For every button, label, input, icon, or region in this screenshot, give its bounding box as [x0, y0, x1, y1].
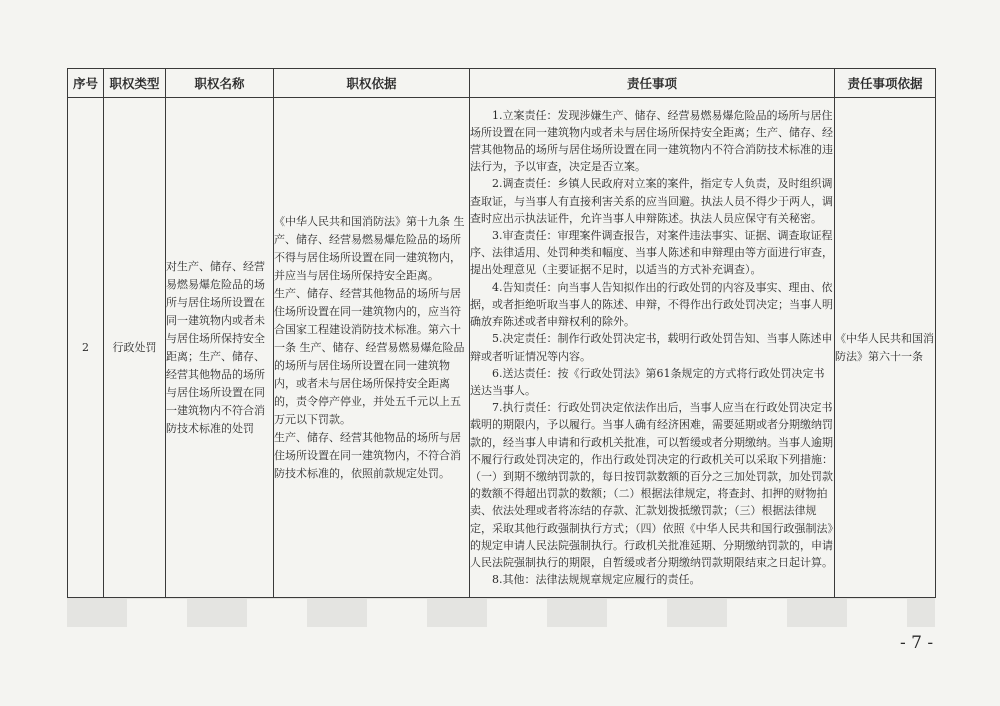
cell-type: 行政处罚 [104, 98, 166, 598]
page-number: - 7 - [900, 633, 934, 653]
responsibility-item: 2.调查责任：乡镇人民政府对立案的案件，指定专人负责，及时组织调查取证，与当事人有直接利害关系的应当回避。执法人员不得少于两人，调查时应出示执法证件，允许当事人申辩陈述。执法人员应保守有关秘密。 [470, 177, 833, 225]
power-list-table [67, 68, 936, 598]
basis-paragraph: 《中华人民共和国消防法》第十九条 生产、储存、经营易燃易爆危险品的场所不得与居住场所设置在同一建筑物内，并应当与居住场所保持安全距离。 [274, 214, 465, 282]
cell-responsibilities [470, 98, 835, 598]
responsibility-item: 5.决定责任：制作行政处罚决定书，载明行政处罚告知、当事人陈述申辩或者听证情况等内容。 [470, 332, 833, 363]
cell-name: 对生产、储存、经营易燃易爆危险品的场所与居住场所设置在同一建筑物内或者未与居住场所保持安全距离；生产、储存、经营其他物品的场所与居住场所设置在同一建筑物内不符合消防技术标准的处罚 [166, 98, 274, 598]
table-row [68, 98, 936, 598]
responsibility-item: 1.立案责任：发现涉嫌生产、储存、经营易燃易爆危险品的场所与居住场所设置在同一建筑物内或者未与居住场所保持安全距离；生产、储存、经营其他物品的场所与居住场所设置在同一建筑物内不符合消防技术标准的违法行为，予以审查，决定是否立案。 [470, 108, 833, 174]
responsibility-item: 4.告知责任：向当事人告知拟作出的行政处罚的内容及事实、理由、依据，或者拒绝听取当事人的陈述、申辩，不得作出行政处罚决定；当事人明确放弃陈述或者申辩权利的除外。 [470, 280, 833, 329]
responsibility-item: 3.审查责任：审理案件调查报告，对案件违法事实、证据、调查取证程序、法律适用、处罚种类和幅度、当事人陈述和申辩理由等方面进行审查，提出处理意见（主要证据不足时，以适当的方式补充调查）。 [470, 229, 833, 277]
header-responsibilities: 责任事项 [470, 69, 835, 98]
bleed-through-strip [67, 598, 935, 627]
cell-resp-basis: 《中华人民共和国消防法》第六十一条 [835, 98, 936, 598]
basis-paragraph: 生产、储存、经营其他物品的场所与居住场所设置在同一建筑物内的，应当符合国家工程建设消防技术标准。第六十一条 生产、储存、经营易燃易爆危险品的场所与居住场所设置在同一建筑物内，或者未与居住场所保持安全距离的，责令停产停业，并处五千元以上五万元以下罚款。 [274, 286, 465, 426]
header-basis: 职权依据 [274, 69, 470, 98]
responsibility-item: 6.送达责任：按《行政处罚法》第61条规定的方式将行政处罚决定书送达当事人。 [470, 366, 825, 397]
header-seq: 序号 [68, 69, 104, 98]
cell-basis [274, 98, 470, 598]
responsibility-item: 8.其他：法律法规规章规定应履行的责任。 [492, 573, 701, 587]
responsibility-item: 7.执行责任：行政处罚决定依法作出后，当事人应当在行政处罚决定书载明的期限内，予以履行。当事人确有经济困难，需要延期或者分期缴纳罚款的，经当事人申请和行政机关批准，可以暂缓或者分期缴纳。当事人逾期不履行行政处罚决定的，作出行政处罚决定的行政机关可以采取下列措施：（一）到期不缴纳罚款的，每日按罚款数额的百分之三加处罚款，加处罚款的数额不得超出罚款的数额；（二）根据法律规定，将查封、扣押的财物拍卖、依法处理或者将冻结的存款、汇款划拨抵缴罚款；（三）根据法律规定，采取其他行政强制执行方式；（四）依照《中华人民共和国行政强制法》的规定申请人民法院强制执行。行政机关批准延期、分期缴纳罚款的，申请人民法院强制执行的期限，自暂缓或者分期缴纳罚款期限结束之日起计算。 [470, 401, 833, 569]
header-resp-basis: 责任事项依据 [835, 69, 936, 98]
cell-seq: 2 [68, 98, 104, 598]
table-header-row [68, 69, 936, 98]
header-name: 职权名称 [166, 69, 274, 98]
header-type: 职权类型 [104, 69, 166, 98]
basis-paragraph: 生产、储存、经营其他物品的场所与居住场所设置在同一建筑物内，不符合消防技术标准的，依照前款规定处罚。 [274, 430, 461, 480]
